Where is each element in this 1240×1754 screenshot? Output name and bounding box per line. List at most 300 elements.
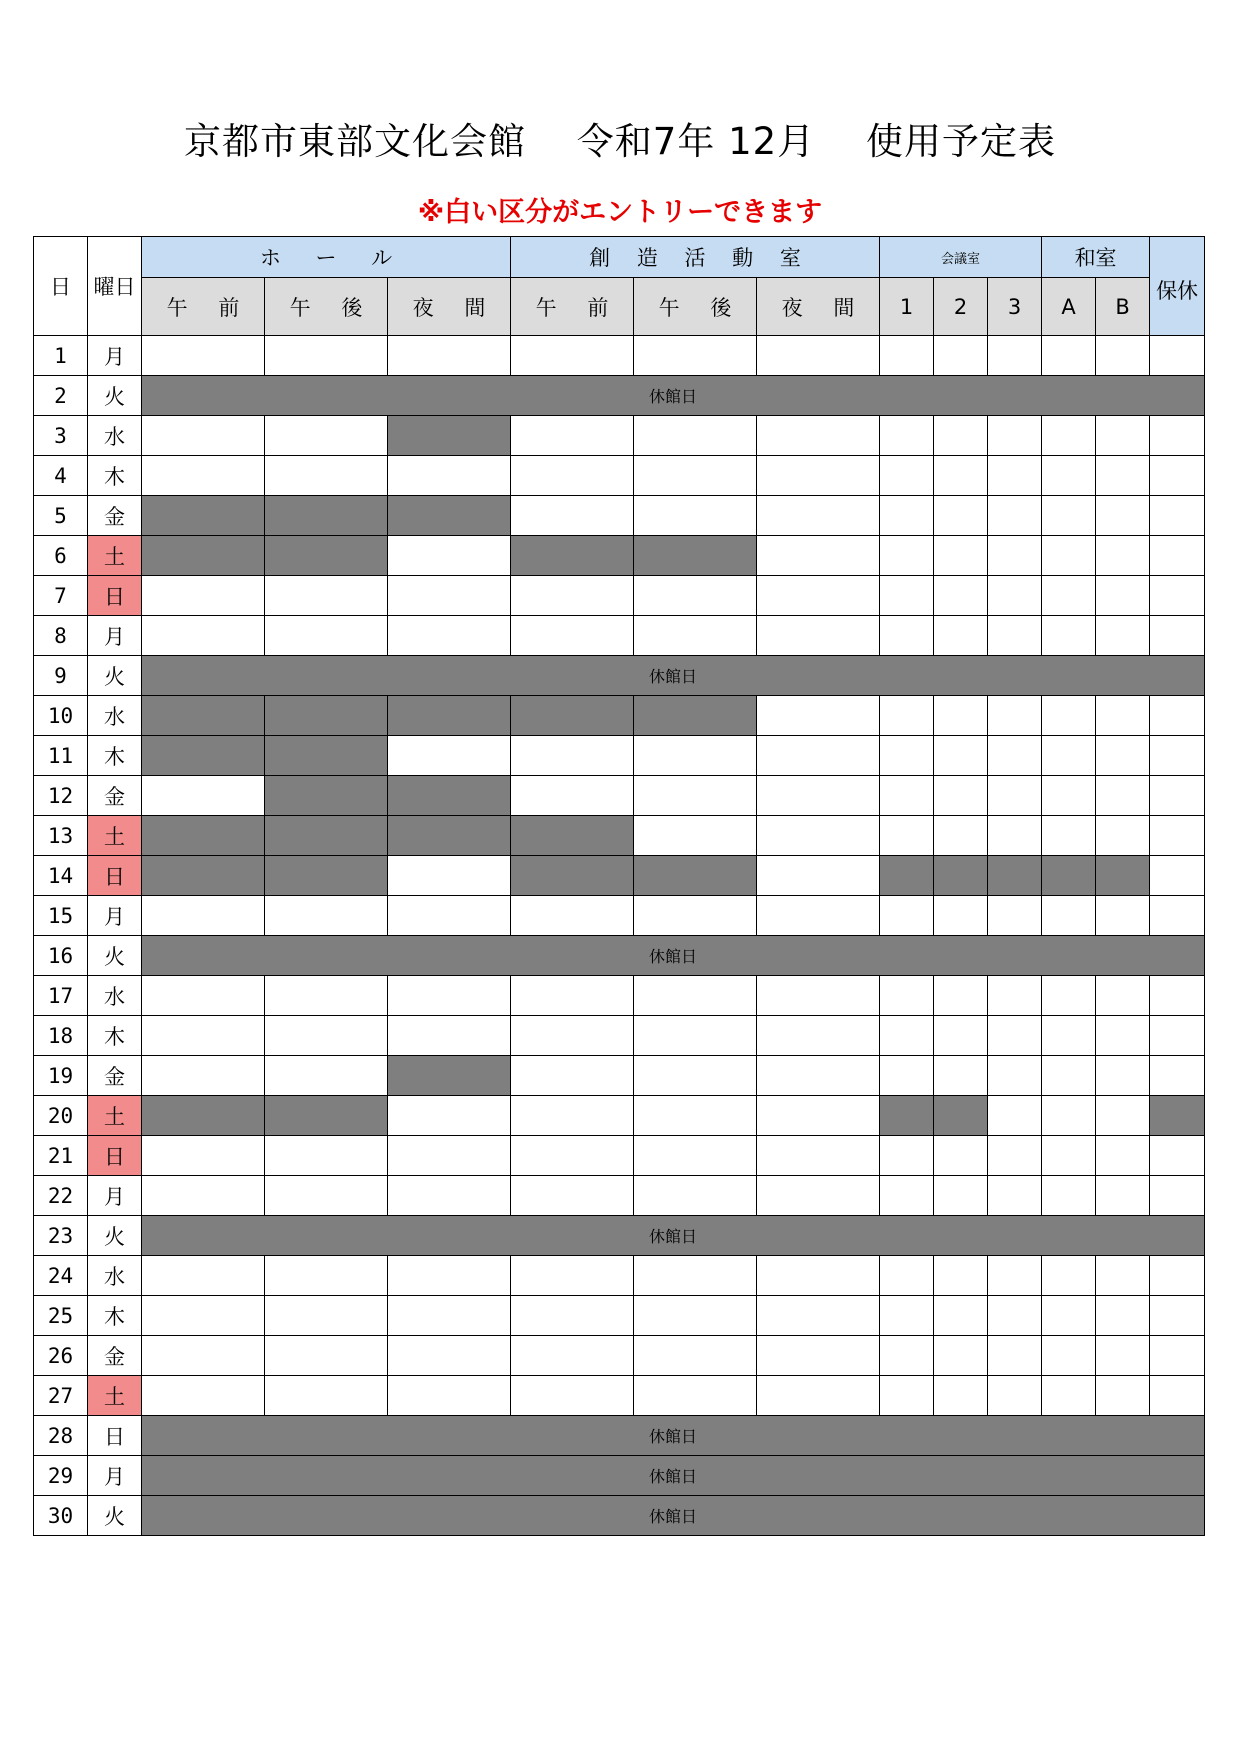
booked-slot-hall-pm: [265, 536, 388, 576]
available-slot-souzou-am[interactable]: [511, 416, 634, 456]
available-slot-kaigi-2[interactable]: [934, 616, 988, 656]
booked-slot-hall-am: [142, 736, 265, 776]
available-slot-kaigi-1[interactable]: [880, 1256, 934, 1296]
day-cell: 5: [34, 496, 88, 536]
available-slot-kaigi-2[interactable]: [934, 576, 988, 616]
available-slot-washitsu-b[interactable]: [1096, 1176, 1150, 1216]
available-slot-souzou-am[interactable]: [511, 1336, 634, 1376]
available-slot-hall-night[interactable]: [388, 856, 511, 896]
available-slot-souzou-pm[interactable]: [634, 976, 757, 1016]
available-slot-washitsu-a[interactable]: [1042, 416, 1096, 456]
available-slot-hall-am[interactable]: [142, 1176, 265, 1216]
available-slot-souzou-pm[interactable]: [634, 1256, 757, 1296]
available-slot-souzou-night[interactable]: [757, 1096, 880, 1136]
available-slot-kaigi-1[interactable]: [880, 976, 934, 1016]
available-slot-hall-am[interactable]: [142, 1136, 265, 1176]
entry-notice: ※白い区分がエントリーできます: [417, 197, 823, 228]
available-slot-souzou-pm[interactable]: [634, 1296, 757, 1336]
available-slot-hall-am[interactable]: [142, 1056, 265, 1096]
table-row: [34, 1216, 1205, 1256]
available-slot-hall-am[interactable]: [142, 576, 265, 616]
available-slot-kaigi-2[interactable]: [934, 1056, 988, 1096]
available-slot-hall-am[interactable]: [142, 1296, 265, 1336]
available-slot-hall-am[interactable]: [142, 896, 265, 936]
available-slot-kaigi-3[interactable]: [988, 1136, 1042, 1176]
available-slot-hall-pm[interactable]: [265, 1376, 388, 1416]
available-slot-kaigi-3[interactable]: [988, 1176, 1042, 1216]
available-slot-washitsu-a[interactable]: [1042, 536, 1096, 576]
day-cell: 4: [34, 456, 88, 496]
available-slot-washitsu-b[interactable]: [1096, 496, 1150, 536]
available-slot-kaigi-1[interactable]: [880, 816, 934, 856]
available-slot-washitsu-b[interactable]: [1096, 1136, 1150, 1176]
available-slot-washitsu-b[interactable]: [1096, 696, 1150, 736]
available-slot-hoku[interactable]: [1150, 1376, 1205, 1416]
available-slot-kaigi-1[interactable]: [880, 416, 934, 456]
weekday-cell: 月: [88, 1456, 142, 1496]
available-slot-souzou-night[interactable]: [757, 576, 880, 616]
booked-slot-hall-pm: [265, 776, 388, 816]
available-slot-souzou-night[interactable]: [757, 776, 880, 816]
available-slot-souzou-pm[interactable]: [634, 816, 757, 856]
available-slot-kaigi-1[interactable]: [880, 1056, 934, 1096]
available-slot-hall-am[interactable]: [142, 1376, 265, 1416]
available-slot-washitsu-b[interactable]: [1096, 1336, 1150, 1376]
available-slot-kaigi-2[interactable]: [934, 736, 988, 776]
available-slot-souzou-am[interactable]: [511, 1176, 634, 1216]
available-slot-hoku[interactable]: [1150, 896, 1205, 936]
available-slot-hall-pm[interactable]: [265, 1056, 388, 1096]
available-slot-washitsu-a[interactable]: [1042, 336, 1096, 376]
available-slot-souzou-am[interactable]: [511, 616, 634, 656]
available-slot-washitsu-b[interactable]: [1096, 776, 1150, 816]
available-slot-hoku[interactable]: [1150, 416, 1205, 456]
available-slot-kaigi-1[interactable]: [880, 1176, 934, 1216]
available-slot-washitsu-a[interactable]: [1042, 616, 1096, 656]
available-slot-hoku[interactable]: [1150, 736, 1205, 776]
header-washitsu-a: A: [1042, 278, 1096, 336]
available-slot-souzou-pm[interactable]: [634, 1136, 757, 1176]
available-slot-hoku[interactable]: [1150, 816, 1205, 856]
available-slot-hall-night[interactable]: [388, 1256, 511, 1296]
available-slot-souzou-pm[interactable]: [634, 1056, 757, 1096]
available-slot-kaigi-2[interactable]: [934, 456, 988, 496]
available-slot-souzou-night[interactable]: [757, 1056, 880, 1096]
available-slot-hall-night[interactable]: [388, 896, 511, 936]
available-slot-hoku[interactable]: [1150, 456, 1205, 496]
available-slot-souzou-night[interactable]: [757, 1016, 880, 1056]
available-slot-hall-night[interactable]: [388, 536, 511, 576]
available-slot-hall-pm[interactable]: [265, 976, 388, 1016]
available-slot-kaigi-3[interactable]: [988, 576, 1042, 616]
day-cell: 9: [34, 656, 88, 696]
available-slot-kaigi-2[interactable]: [934, 776, 988, 816]
available-slot-washitsu-a[interactable]: [1042, 1016, 1096, 1056]
available-slot-kaigi-3[interactable]: [988, 776, 1042, 816]
available-slot-washitsu-a[interactable]: [1042, 576, 1096, 616]
available-slot-hall-night[interactable]: [388, 736, 511, 776]
header-hall-night: 夜 間: [388, 278, 511, 336]
table-row: [34, 576, 1205, 616]
available-slot-hoku[interactable]: [1150, 976, 1205, 1016]
available-slot-hall-pm[interactable]: [265, 416, 388, 456]
available-slot-kaigi-2[interactable]: [934, 1296, 988, 1336]
available-slot-souzou-night[interactable]: [757, 1296, 880, 1336]
weekday-cell: 日: [88, 856, 142, 896]
available-slot-kaigi-3[interactable]: [988, 336, 1042, 376]
available-slot-kaigi-1[interactable]: [880, 1296, 934, 1336]
available-slot-kaigi-1[interactable]: [880, 456, 934, 496]
available-slot-hoku[interactable]: [1150, 536, 1205, 576]
available-slot-souzou-pm[interactable]: [634, 336, 757, 376]
available-slot-souzou-night[interactable]: [757, 616, 880, 656]
available-slot-souzou-pm[interactable]: [634, 776, 757, 816]
available-slot-souzou-night[interactable]: [757, 856, 880, 896]
available-slot-souzou-pm[interactable]: [634, 736, 757, 776]
available-slot-kaigi-1[interactable]: [880, 776, 934, 816]
available-slot-kaigi-1[interactable]: [880, 1136, 934, 1176]
table-row: [34, 496, 1205, 536]
available-slot-hoku[interactable]: [1150, 616, 1205, 656]
available-slot-washitsu-b[interactable]: [1096, 1376, 1150, 1416]
available-slot-hall-pm[interactable]: [265, 1296, 388, 1336]
available-slot-hall-night[interactable]: [388, 1296, 511, 1336]
available-slot-hoku[interactable]: [1150, 1256, 1205, 1296]
weekday-cell: 水: [88, 1256, 142, 1296]
available-slot-kaigi-3[interactable]: [988, 816, 1042, 856]
available-slot-washitsu-b[interactable]: [1096, 456, 1150, 496]
available-slot-kaigi-2[interactable]: [934, 336, 988, 376]
available-slot-souzou-am[interactable]: [511, 576, 634, 616]
available-slot-hall-pm[interactable]: [265, 1016, 388, 1056]
available-slot-souzou-night[interactable]: [757, 456, 880, 496]
available-slot-hall-pm[interactable]: [265, 1176, 388, 1216]
available-slot-hall-pm[interactable]: [265, 896, 388, 936]
available-slot-washitsu-a[interactable]: [1042, 896, 1096, 936]
day-cell: 21: [34, 1136, 88, 1176]
available-slot-kaigi-1[interactable]: [880, 616, 934, 656]
available-slot-kaigi-3[interactable]: [988, 1016, 1042, 1056]
available-slot-souzou-am[interactable]: [511, 736, 634, 776]
available-slot-souzou-pm[interactable]: [634, 896, 757, 936]
available-slot-kaigi-3[interactable]: [988, 616, 1042, 656]
available-slot-kaigi-3[interactable]: [988, 416, 1042, 456]
header-hoku: 保休: [1150, 237, 1205, 336]
available-slot-hoku[interactable]: [1150, 496, 1205, 536]
available-slot-souzou-night[interactable]: [757, 1136, 880, 1176]
booked-slot-hall-pm: [265, 856, 388, 896]
table-row: [34, 656, 1205, 696]
day-cell: 19: [34, 1056, 88, 1096]
available-slot-souzou-am[interactable]: [511, 336, 634, 376]
available-slot-kaigi-3[interactable]: [988, 1056, 1042, 1096]
day-cell: 26: [34, 1336, 88, 1376]
available-slot-kaigi-1[interactable]: [880, 736, 934, 776]
available-slot-kaigi-2[interactable]: [934, 976, 988, 1016]
available-slot-kaigi-2[interactable]: [934, 1136, 988, 1176]
available-slot-kaigi-2[interactable]: [934, 536, 988, 576]
table-row: [34, 856, 1205, 896]
available-slot-hall-pm[interactable]: [265, 576, 388, 616]
available-slot-hall-pm[interactable]: [265, 1256, 388, 1296]
available-slot-hall-am[interactable]: [142, 976, 265, 1016]
table-row: [34, 936, 1205, 976]
available-slot-washitsu-a[interactable]: [1042, 456, 1096, 496]
available-slot-souzou-am[interactable]: [511, 1256, 634, 1296]
available-slot-hoku[interactable]: [1150, 1136, 1205, 1176]
table-row: [34, 1056, 1205, 1096]
available-slot-souzou-pm[interactable]: [634, 1016, 757, 1056]
available-slot-hall-am[interactable]: [142, 336, 265, 376]
available-slot-hoku[interactable]: [1150, 336, 1205, 376]
header-washitsu: 和室: [1042, 237, 1150, 278]
table-row: [34, 1256, 1205, 1296]
available-slot-washitsu-b[interactable]: [1096, 736, 1150, 776]
available-slot-kaigi-3[interactable]: [988, 1296, 1042, 1336]
day-cell: 13: [34, 816, 88, 856]
available-slot-hoku[interactable]: [1150, 1176, 1205, 1216]
header-hall-am: 午 前: [142, 278, 265, 336]
available-slot-kaigi-1[interactable]: [880, 696, 934, 736]
available-slot-hall-night[interactable]: [388, 1176, 511, 1216]
available-slot-kaigi-2[interactable]: [934, 1016, 988, 1056]
table-row: [34, 1496, 1205, 1536]
available-slot-souzou-night[interactable]: [757, 416, 880, 456]
available-slot-hoku[interactable]: [1150, 776, 1205, 816]
available-slot-kaigi-3[interactable]: [988, 736, 1042, 776]
available-slot-kaigi-3[interactable]: [988, 456, 1042, 496]
available-slot-souzou-am[interactable]: [511, 1016, 634, 1056]
booked-slot-hall-night: [388, 1056, 511, 1096]
available-slot-hall-am[interactable]: [142, 1016, 265, 1056]
available-slot-hoku[interactable]: [1150, 856, 1205, 896]
available-slot-hall-am[interactable]: [142, 616, 265, 656]
available-slot-kaigi-2[interactable]: [934, 896, 988, 936]
available-slot-hall-night[interactable]: [388, 616, 511, 656]
available-slot-souzou-night[interactable]: [757, 896, 880, 936]
available-slot-souzou-pm[interactable]: [634, 456, 757, 496]
available-slot-kaigi-2[interactable]: [934, 1376, 988, 1416]
available-slot-hall-pm[interactable]: [265, 336, 388, 376]
available-slot-washitsu-a[interactable]: [1042, 976, 1096, 1016]
available-slot-souzou-night[interactable]: [757, 1336, 880, 1376]
available-slot-souzou-night[interactable]: [757, 496, 880, 536]
available-slot-souzou-am[interactable]: [511, 776, 634, 816]
available-slot-hall-night[interactable]: [388, 1376, 511, 1416]
available-slot-souzou-pm[interactable]: [634, 1096, 757, 1136]
available-slot-washitsu-b[interactable]: [1096, 416, 1150, 456]
available-slot-kaigi-1[interactable]: [880, 336, 934, 376]
available-slot-hall-night[interactable]: [388, 456, 511, 496]
available-slot-hall-night[interactable]: [388, 1336, 511, 1376]
available-slot-kaigi-3[interactable]: [988, 896, 1042, 936]
available-slot-washitsu-a[interactable]: [1042, 1376, 1096, 1416]
available-slot-washitsu-a[interactable]: [1042, 1296, 1096, 1336]
header-day: 日: [34, 237, 88, 336]
table-row: [34, 1456, 1205, 1496]
weekday-cell: 火: [88, 376, 142, 416]
schedule-table: [33, 236, 1205, 1536]
available-slot-kaigi-2[interactable]: [934, 416, 988, 456]
available-slot-washitsu-b[interactable]: [1096, 1256, 1150, 1296]
available-slot-souzou-pm[interactable]: [634, 496, 757, 536]
closed-day-cell: 休館日: [142, 1216, 1205, 1256]
available-slot-washitsu-b[interactable]: [1096, 1296, 1150, 1336]
available-slot-hall-am[interactable]: [142, 456, 265, 496]
table-row: [34, 1376, 1205, 1416]
closed-day-cell: 休館日: [142, 1456, 1205, 1496]
available-slot-souzou-pm[interactable]: [634, 1376, 757, 1416]
available-slot-washitsu-b[interactable]: [1096, 576, 1150, 616]
weekday-cell: 金: [88, 496, 142, 536]
weekday-cell: 月: [88, 896, 142, 936]
header-kaigi: 会議室: [880, 237, 1042, 278]
available-slot-kaigi-1[interactable]: [880, 496, 934, 536]
available-slot-hall-am[interactable]: [142, 416, 265, 456]
available-slot-souzou-am[interactable]: [511, 456, 634, 496]
available-slot-kaigi-3[interactable]: [988, 696, 1042, 736]
available-slot-hall-night[interactable]: [388, 336, 511, 376]
available-slot-washitsu-b[interactable]: [1096, 336, 1150, 376]
available-slot-souzou-am[interactable]: [511, 1136, 634, 1176]
available-slot-kaigi-1[interactable]: [880, 1336, 934, 1376]
available-slot-washitsu-b[interactable]: [1096, 896, 1150, 936]
weekday-cell: 金: [88, 776, 142, 816]
available-slot-souzou-night[interactable]: [757, 1376, 880, 1416]
available-slot-washitsu-a[interactable]: [1042, 496, 1096, 536]
available-slot-washitsu-a[interactable]: [1042, 1056, 1096, 1096]
available-slot-souzou-am[interactable]: [511, 496, 634, 536]
available-slot-souzou-am[interactable]: [511, 1296, 634, 1336]
available-slot-kaigi-1[interactable]: [880, 576, 934, 616]
available-slot-souzou-pm[interactable]: [634, 1176, 757, 1216]
available-slot-kaigi-2[interactable]: [934, 696, 988, 736]
available-slot-kaigi-3[interactable]: [988, 1256, 1042, 1296]
closed-day-cell: 休館日: [142, 936, 1205, 976]
available-slot-kaigi-3[interactable]: [988, 976, 1042, 1016]
available-slot-washitsu-b[interactable]: [1096, 976, 1150, 1016]
available-slot-washitsu-b[interactable]: [1096, 816, 1150, 856]
available-slot-souzou-night[interactable]: [757, 976, 880, 1016]
day-cell: 8: [34, 616, 88, 656]
weekday-cell: 水: [88, 416, 142, 456]
available-slot-hall-night[interactable]: [388, 976, 511, 1016]
day-cell: 15: [34, 896, 88, 936]
available-slot-kaigi-2[interactable]: [934, 816, 988, 856]
available-slot-kaigi-1[interactable]: [880, 1016, 934, 1056]
available-slot-washitsu-b[interactable]: [1096, 1096, 1150, 1136]
available-slot-hall-am[interactable]: [142, 1256, 265, 1296]
available-slot-kaigi-3[interactable]: [988, 1336, 1042, 1376]
available-slot-washitsu-a[interactable]: [1042, 736, 1096, 776]
available-slot-washitsu-a[interactable]: [1042, 816, 1096, 856]
available-slot-kaigi-3[interactable]: [988, 1096, 1042, 1136]
available-slot-hoku[interactable]: [1150, 1056, 1205, 1096]
available-slot-washitsu-b[interactable]: [1096, 616, 1150, 656]
available-slot-hall-pm[interactable]: [265, 1136, 388, 1176]
available-slot-souzou-pm[interactable]: [634, 1336, 757, 1376]
weekday-cell: 木: [88, 1296, 142, 1336]
available-slot-kaigi-2[interactable]: [934, 1256, 988, 1296]
available-slot-hall-pm[interactable]: [265, 1336, 388, 1376]
available-slot-hoku[interactable]: [1150, 1016, 1205, 1056]
available-slot-kaigi-1[interactable]: [880, 1376, 934, 1416]
available-slot-washitsu-b[interactable]: [1096, 536, 1150, 576]
available-slot-kaigi-2[interactable]: [934, 496, 988, 536]
available-slot-souzou-night[interactable]: [757, 1256, 880, 1296]
booked-slot-hall-pm: [265, 1096, 388, 1136]
available-slot-kaigi-1[interactable]: [880, 896, 934, 936]
table-row: [34, 776, 1205, 816]
available-slot-washitsu-a[interactable]: [1042, 1136, 1096, 1176]
available-slot-souzou-am[interactable]: [511, 976, 634, 1016]
day-cell: 27: [34, 1376, 88, 1416]
available-slot-kaigi-1[interactable]: [880, 536, 934, 576]
available-slot-washitsu-a[interactable]: [1042, 696, 1096, 736]
available-slot-kaigi-3[interactable]: [988, 496, 1042, 536]
available-slot-souzou-am[interactable]: [511, 1096, 634, 1136]
available-slot-souzou-night[interactable]: [757, 1176, 880, 1216]
available-slot-souzou-pm[interactable]: [634, 576, 757, 616]
available-slot-hoku[interactable]: [1150, 1296, 1205, 1336]
available-slot-kaigi-2[interactable]: [934, 1176, 988, 1216]
available-slot-souzou-pm[interactable]: [634, 416, 757, 456]
available-slot-souzou-am[interactable]: [511, 896, 634, 936]
available-slot-souzou-am[interactable]: [511, 1056, 634, 1096]
booked-slot-kaigi-2: [934, 1096, 988, 1136]
available-slot-kaigi-2[interactable]: [934, 1336, 988, 1376]
booked-slot-souzou-am: [511, 536, 634, 576]
available-slot-kaigi-3[interactable]: [988, 1376, 1042, 1416]
available-slot-washitsu-a[interactable]: [1042, 1336, 1096, 1376]
available-slot-hall-pm[interactable]: [265, 456, 388, 496]
available-slot-souzou-night[interactable]: [757, 696, 880, 736]
available-slot-hall-night[interactable]: [388, 1096, 511, 1136]
available-slot-hoku[interactable]: [1150, 576, 1205, 616]
available-slot-kaigi-3[interactable]: [988, 536, 1042, 576]
available-slot-hoku[interactable]: [1150, 696, 1205, 736]
available-slot-souzou-night[interactable]: [757, 736, 880, 776]
day-cell: 6: [34, 536, 88, 576]
day-cell: 24: [34, 1256, 88, 1296]
available-slot-souzou-night[interactable]: [757, 336, 880, 376]
booked-slot-hall-am: [142, 816, 265, 856]
available-slot-hall-night[interactable]: [388, 576, 511, 616]
available-slot-souzou-pm[interactable]: [634, 616, 757, 656]
available-slot-washitsu-a[interactable]: [1042, 776, 1096, 816]
weekday-cell: 火: [88, 1216, 142, 1256]
available-slot-washitsu-a[interactable]: [1042, 1256, 1096, 1296]
available-slot-washitsu-a[interactable]: [1042, 1176, 1096, 1216]
available-slot-washitsu-a[interactable]: [1042, 1096, 1096, 1136]
available-slot-souzou-night[interactable]: [757, 816, 880, 856]
available-slot-hall-am[interactable]: [142, 776, 265, 816]
available-slot-hoku[interactable]: [1150, 1336, 1205, 1376]
day-cell: 10: [34, 696, 88, 736]
available-slot-hall-night[interactable]: [388, 1016, 511, 1056]
booked-slot-souzou-am: [511, 816, 634, 856]
available-slot-souzou-am[interactable]: [511, 1376, 634, 1416]
available-slot-washitsu-b[interactable]: [1096, 1056, 1150, 1096]
available-slot-hall-night[interactable]: [388, 1136, 511, 1176]
table-row: [34, 1136, 1205, 1176]
available-slot-washitsu-b[interactable]: [1096, 1016, 1150, 1056]
header-weekday: 曜日: [88, 237, 142, 336]
available-slot-souzou-night[interactable]: [757, 536, 880, 576]
available-slot-hall-pm[interactable]: [265, 616, 388, 656]
weekday-cell: 日: [88, 1416, 142, 1456]
available-slot-hall-am[interactable]: [142, 1336, 265, 1376]
